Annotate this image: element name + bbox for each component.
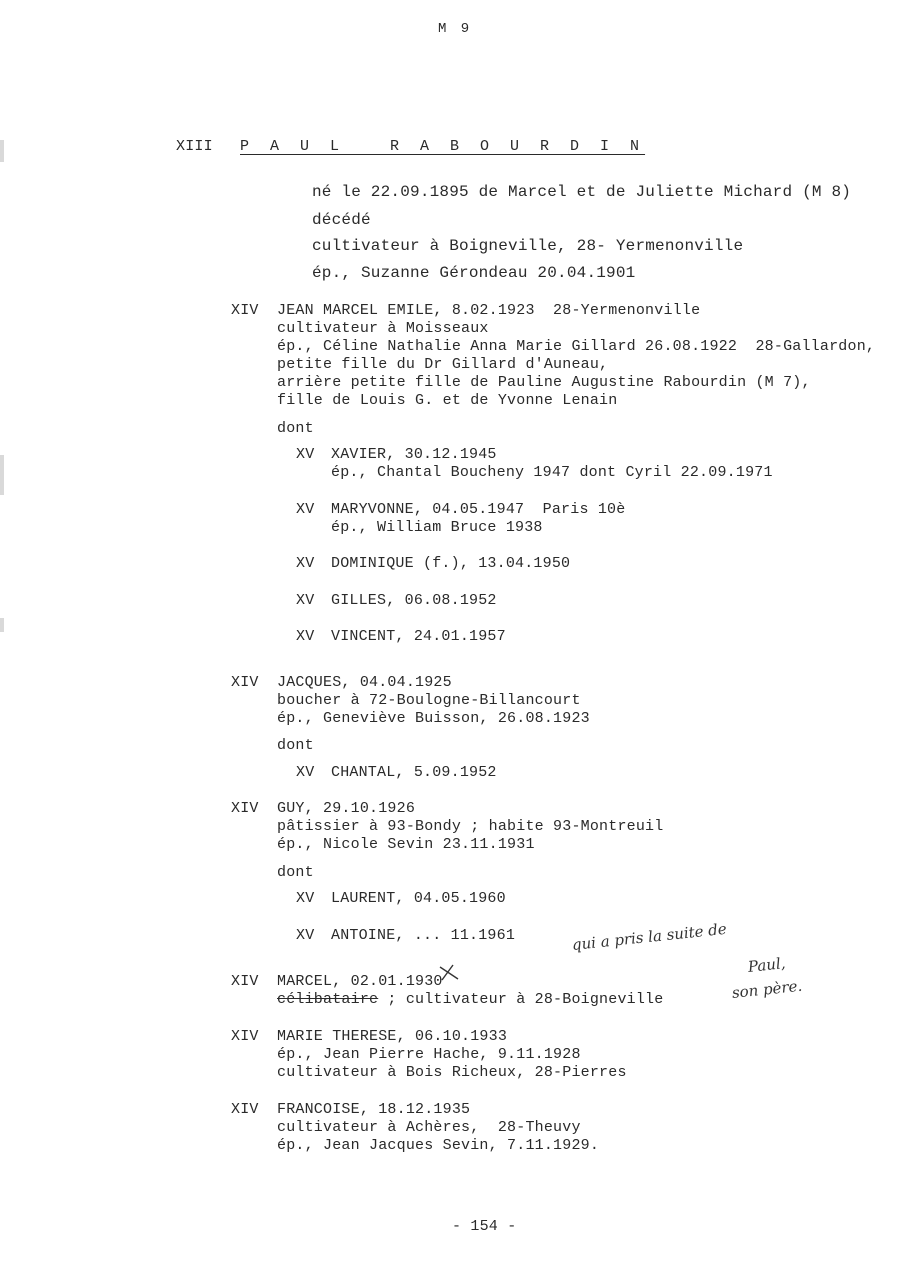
generation-label: XV <box>296 927 315 944</box>
child-entry: VINCENT, 24.01.1957 <box>331 628 506 645</box>
scan-edge-mark <box>0 618 4 632</box>
child-entry: DOMINIQUE (f.), 13.04.1950 <box>331 555 571 572</box>
child-entry: CHANTAL, 5.09.1952 <box>331 764 497 781</box>
paul-birth: né le 22.09.1895 de Marcel et de Juliette Michard (M 8) <box>312 183 852 201</box>
generation-label: XIV <box>231 674 259 691</box>
jean-occupation: cultivateur à Moisseaux <box>277 320 489 337</box>
handwritten-note: Paul, <box>747 954 787 976</box>
handwritten-note: son père. <box>731 976 804 1002</box>
child-entry: ANTOINE, ... 11.1961 <box>331 927 516 944</box>
page-title: P A U L R A B O U R D I N <box>240 138 646 155</box>
guy-occupation: pâtissier à 93-Bondy ; habite 93-Montreuil <box>277 818 664 835</box>
generation-label: XV <box>296 890 315 907</box>
generation-label: XV <box>296 555 315 572</box>
jean-name: JEAN MARCEL EMILE, 8.02.1923 28-Yermenonville <box>277 302 701 319</box>
generation-label: XIV <box>231 302 259 319</box>
jean-spouse-detail: fille de Louis G. et de Yvonne Lenain <box>277 392 618 409</box>
generation-label: XV <box>296 628 315 645</box>
jean-spouse-detail: arrière petite fille de Pauline Augustine Rabourdin (M 7), <box>277 374 811 391</box>
generation-label: XV <box>296 592 315 609</box>
francoise-occupation: cultivateur à Achères, 28-Theuvy <box>277 1119 581 1136</box>
marie-spouse: ép., Jean Pierre Hache, 9.11.1928 <box>277 1046 581 1063</box>
marcel-name: MARCEL, 02.01.1930 <box>277 973 443 990</box>
child-entry: GILLES, 06.08.1952 <box>331 592 497 609</box>
generation-label: XV <box>296 764 315 781</box>
francoise-name: FRANCOISE, 18.12.1935 <box>277 1101 471 1118</box>
handwritten-note: qui a pris la suite de <box>571 919 728 954</box>
jacques-spouse: ép., Geneviève Buisson, 26.08.1923 <box>277 710 590 727</box>
page-number: - 154 - <box>452 1218 517 1235</box>
generation-label: XV <box>296 501 315 518</box>
jean-spouse: ép., Céline Nathalie Anna Marie Gillard 26.08.1922 28-Gallardon, <box>277 338 876 355</box>
cross-mark-icon <box>438 964 460 982</box>
dont-label: dont <box>277 420 314 437</box>
marie-occupation: cultivateur à Bois Richeux, 28-Pierres <box>277 1064 627 1081</box>
scan-edge-mark <box>0 455 4 495</box>
guy-spouse: ép., Nicole Sevin 23.11.1931 <box>277 836 535 853</box>
paul-spouse: ép., Suzanne Gérondeau 20.04.1901 <box>312 264 636 282</box>
scan-edge-mark <box>0 140 4 162</box>
generation-label: XIV <box>231 800 259 817</box>
paul-occupation: cultivateur à Boigneville, 28- Yermenonville <box>312 237 744 255</box>
dont-label: dont <box>277 864 314 881</box>
generation-label: XIV <box>231 1101 259 1118</box>
jean-spouse-detail: petite fille du Dr Gillard d'Auneau, <box>277 356 609 373</box>
generation-label: XV <box>296 446 315 463</box>
marcel-occupation-text: ; cultivateur à 28-Boigneville <box>378 991 664 1008</box>
page-header: M 9 <box>438 21 473 37</box>
struck-word: célibataire <box>277 991 379 1008</box>
generation-label: XIV <box>231 973 259 990</box>
marie-name: MARIE THERESE, 06.10.1933 <box>277 1028 508 1045</box>
paul-death: décédé <box>312 211 371 229</box>
child-spouse: ép., William Bruce 1938 <box>331 519 543 536</box>
dont-label: dont <box>277 737 314 754</box>
guy-name: GUY, 29.10.1926 <box>277 800 416 817</box>
child-spouse: ép., Chantal Boucheny 1947 dont Cyril 22.09.1971 <box>331 464 773 481</box>
francoise-spouse: ép., Jean Jacques Sevin, 7.11.1929. <box>277 1137 600 1154</box>
child-entry: XAVIER, 30.12.1945 <box>331 446 497 463</box>
jacques-name: JACQUES, 04.04.1925 <box>277 674 452 691</box>
child-entry: LAURENT, 04.05.1960 <box>331 890 506 907</box>
child-entry: MARYVONNE, 04.05.1947 Paris 10è <box>331 501 626 518</box>
generation-label: XIII <box>176 138 213 155</box>
marcel-occupation <box>277 991 663 1009</box>
generation-label: XIV <box>231 1028 259 1045</box>
jacques-occupation: boucher à 72-Boulogne-Billancourt <box>277 692 581 709</box>
